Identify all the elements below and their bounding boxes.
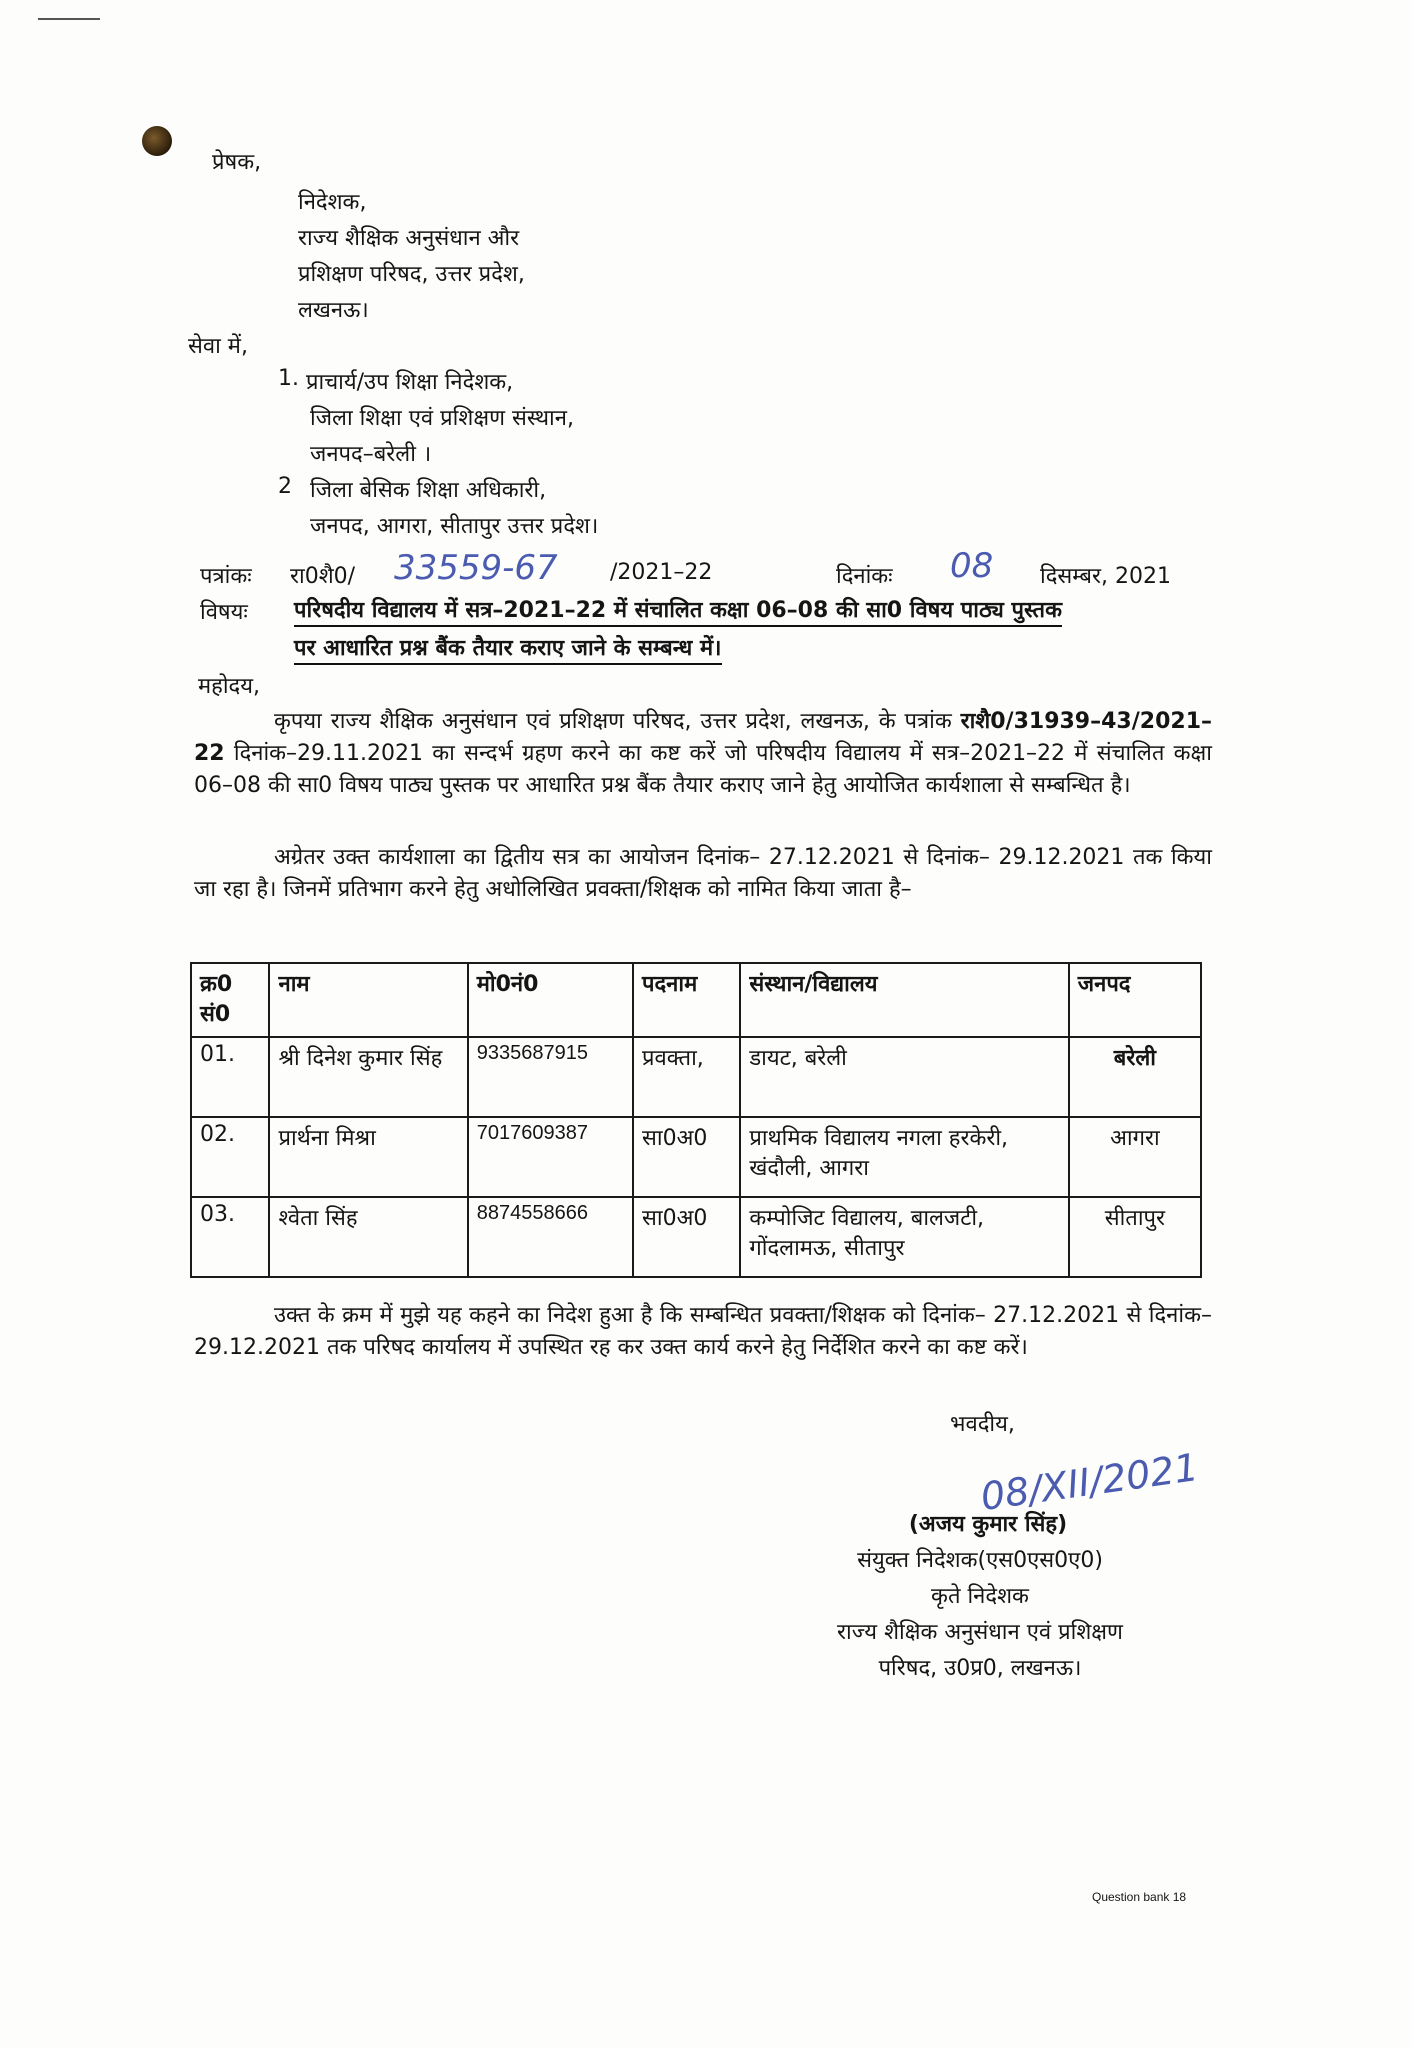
mobile-cell: 7017609387 <box>468 1117 633 1197</box>
institution-cell: डायट, बरेली <box>740 1037 1068 1117</box>
punch-hole-mark <box>142 126 172 156</box>
name-cell: श्वेता सिंह <box>269 1197 467 1277</box>
recipient-line: प्राचार्य/उप शिक्षा निदेशक, <box>306 370 514 395</box>
table-row <box>191 1197 1201 1277</box>
recipient-line: जनपद–बरेली । <box>310 442 432 467</box>
signatory-name: (अजय कुमार सिंह) <box>908 1512 1068 1537</box>
subject-line: पर आधारित प्रश्न बैंक तैयार कराए जाने के सम्बन्ध में। <box>294 636 722 665</box>
institution-cell: कम्पोजिट विद्यालय, बालजटी, गोंदलामऊ, सीतापुर <box>740 1197 1068 1277</box>
name-cell: प्रार्थना मिश्रा <box>269 1117 467 1197</box>
reference-number: राशै0/31939–43/2021–22 <box>194 709 1212 766</box>
sender-label: प्रेषक, <box>212 150 262 175</box>
table-header-row <box>191 963 1201 1037</box>
on-behalf-line: कृते निदेशक <box>931 1584 1029 1609</box>
sender-line: निदेशक, <box>298 190 367 215</box>
mobile-cell: 8874558666 <box>468 1197 633 1277</box>
reference-suffix: /2021–22 <box>610 560 713 585</box>
salutation: महोदय, <box>198 674 260 699</box>
sender-line: प्रशिक्षण परिषद, उत्तर प्रदेश, <box>298 262 525 287</box>
district-cell: सीतापुर <box>1069 1197 1201 1277</box>
paragraph-text: कृपया राज्य शैक्षिक अनुसंधान एवं प्रशिक्षण परिषद, उत्तर प्रदेश, लखनऊ, के पत्रांक <box>274 709 952 734</box>
closing: भवदीय, <box>950 1412 1015 1437</box>
body-paragraph: उक्त के क्रम में मुझे यह कहने का निदेश हुआ है कि सम्बन्धित प्रवक्ता/शिक्षक को दिनांक– 27.12.2021 से दिनांक– 29.12.2021 तक परिषद कार्यालय में उपस्थित रह कर उक्त कार्य करने हेतु निर्देशित करने का कष्ट करें। <box>194 1303 1212 1360</box>
body-paragraph <box>194 706 1212 802</box>
sender-line: राज्य शैक्षिक अनुसंधान और <box>298 226 520 251</box>
district-cell: बरेली <box>1069 1037 1201 1117</box>
reference-label: पत्रांकः <box>200 564 252 589</box>
handwritten-signature-date: 08/XII/2021 <box>978 1444 1202 1520</box>
column-header: जनपद <box>1069 963 1201 1037</box>
designation-cell: सा0अ0 <box>633 1197 740 1277</box>
district-cell: आगरा <box>1069 1117 1201 1197</box>
date-month-year: दिसम्बर, 2021 <box>1040 564 1171 589</box>
recipient-number: 2 <box>278 474 292 499</box>
signatory-designation: संयुक्त निदेशक(एस0एस0ए0) <box>857 1548 1103 1573</box>
institution-cell: प्राथमिक विद्यालय नगला हरकेरी, खंदौली, आगरा <box>740 1117 1068 1197</box>
table-row <box>191 1117 1201 1197</box>
organization-line: परिषद, उ0प्र0, लखनऊ। <box>878 1656 1082 1681</box>
body-paragraph: अग्रेतर उक्त कार्यशाला का द्वितीय सत्र का आयोजन दिनांक– 27.12.2021 से दिनांक– 29.12.2021 तक किया जा रहा है। जिनमें प्रतिभाग करने हेतु अधोलिखित प्रवक्ता/शिक्षक को नामित किया जाता है– <box>194 845 1212 902</box>
designation-cell: प्रवक्ता, <box>633 1037 740 1117</box>
recipient-line: जनपद, आगरा, सीतापुर उत्तर प्रदेश। <box>310 514 599 539</box>
footer-note: Question bank 18 <box>1092 1890 1187 1904</box>
handwritten-date-day: 08 <box>950 546 994 586</box>
serial-cell: 02. <box>191 1117 269 1197</box>
scan-mark <box>38 18 100 20</box>
column-header: संस्थान/विद्यालय <box>740 963 1068 1037</box>
name-cell: श्री दिनेश कुमार सिंह <box>269 1037 467 1117</box>
recipient-line: जिला शिक्षा एवं प्रशिक्षण संस्थान, <box>310 406 574 431</box>
designation-cell: सा0अ0 <box>633 1117 740 1197</box>
serial-cell: 01. <box>191 1037 269 1117</box>
recipient-line: जिला बेसिक शिक्षा अधिकारी, <box>310 478 547 503</box>
column-header: नाम <box>269 963 467 1037</box>
organization-line: राज्य शैक्षिक अनुसंधान एवं प्रशिक्षण <box>837 1620 1123 1645</box>
serial-cell: 03. <box>191 1197 269 1277</box>
column-header: मो0नं0 <box>468 963 633 1037</box>
table-row <box>191 1037 1201 1117</box>
column-header: पदनाम <box>633 963 740 1037</box>
handwritten-reference-number: 33559-67 <box>394 548 558 588</box>
column-header: क्र0 सं0 <box>191 963 269 1037</box>
sender-line: लखनऊ। <box>298 298 369 323</box>
paragraph-text: दिनांक–29.11.2021 का सन्दर्भ ग्रहण करने का कष्ट करें जो परिषदीय विद्यालय में सत्र–2021–22 में संचालित कक्षा 06–08 की सा0 विषय पाठ्य पुस्तक पर आधारित प्रश्न बैंक तैयार कराए जाने हेतु आयोजित कार्यशाला से सम्बन्धित है। <box>194 741 1212 798</box>
recipients-label: सेवा में, <box>188 334 248 359</box>
nominee-table <box>190 962 1202 1278</box>
recipient-number: 1. <box>278 366 299 391</box>
subject-line: परिषदीय विद्यालय में सत्र–2021–22 में संचालित कक्षा 06–08 की सा0 विषय पाठ्य पुस्तक <box>294 598 1062 627</box>
reference-prefix: रा0शै0/ <box>290 564 356 589</box>
subject-label: विषयः <box>200 600 248 625</box>
mobile-cell: 9335687915 <box>468 1037 633 1117</box>
date-label: दिनांकः <box>836 564 893 589</box>
